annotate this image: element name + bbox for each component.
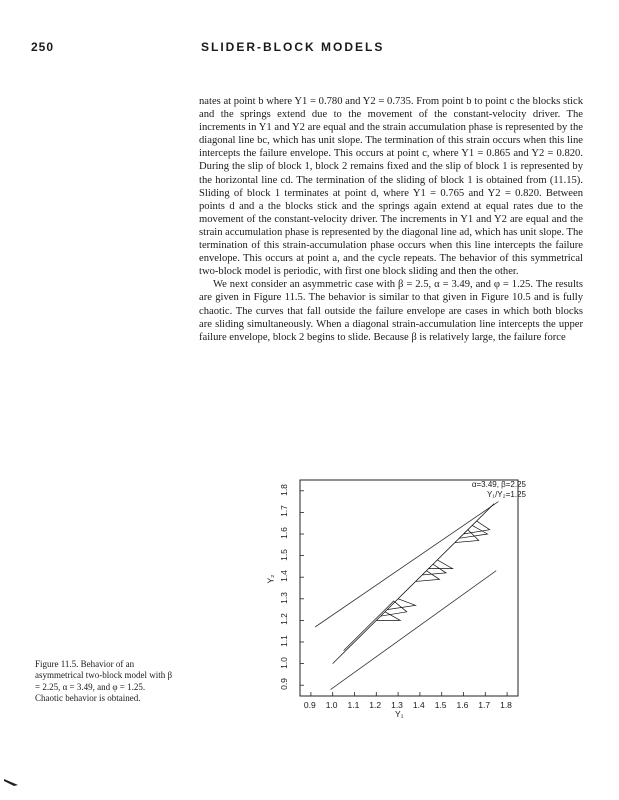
y-axis-label: Y₂ xyxy=(265,574,276,584)
x-tick-label-2: 1.1 xyxy=(347,700,360,710)
y-tick-label-6: 1.5 xyxy=(278,548,289,561)
x-tick-label-6: 1.5 xyxy=(434,700,447,710)
plot-legend xyxy=(472,480,526,500)
x-tick-label-5: 1.4 xyxy=(412,700,425,710)
x-tick-label-3: 1.2 xyxy=(369,700,382,710)
y-tick-label-1: 1.0 xyxy=(278,656,289,669)
y-tick-label-5: 1.4 xyxy=(278,570,289,583)
y-tick-label-3: 1.2 xyxy=(278,613,289,626)
running-head: SLIDER-BLOCK MODELS xyxy=(201,40,385,54)
figure-11-5 xyxy=(262,462,592,724)
y-tick-label-8: 1.7 xyxy=(278,505,289,518)
body-text xyxy=(199,95,583,344)
lower-envelope-line xyxy=(331,571,497,690)
scan-artifact xyxy=(4,778,18,786)
trajectory-line xyxy=(333,504,494,664)
x-axis-label: Y₁ xyxy=(395,709,404,719)
y-tick-label-9: 1.8 xyxy=(278,483,289,496)
x-tick-label-1: 1.0 xyxy=(325,700,338,710)
paragraph-2: We next consider an asymmetric case with β = 2.5, α = 3.49, and φ = 1.25. The results are given in Figure 11.5. The behavior is similar to that given in Figure 10.5 and is fully chaotic. The curves that fall outside the failure envelope are cases in which both blocks are sliding simultaneously. When a diagonal strain-accumulation line intercepts the upper failure envelope, block 2 begins to slide. Because β is relatively large, the failure force xyxy=(199,279,583,343)
y-tick-label-4: 1.3 xyxy=(278,591,289,604)
figure-caption: Figure 11.5. Behavior of an asymmetrical two-block model with β = 2.25, α = 3.49, and φ = 1.25. Chaotic behavior is obtained. xyxy=(35,659,173,704)
page-header xyxy=(31,40,601,56)
x-tick-label-9: 1.8 xyxy=(500,700,512,710)
upper-envelope-line xyxy=(315,502,498,627)
phase-plot xyxy=(262,462,592,724)
x-tick-label-7: 1.6 xyxy=(456,700,469,710)
page-number: 250 xyxy=(31,40,55,54)
x-tick-label-8: 1.7 xyxy=(478,700,491,710)
paragraph-1: nates at point b where Y1 = 0.780 and Y2 = 0.735. From point b to point c the blocks stick and the springs extend due to the movement of the constant-velocity driver. The increments in Y1 and Y2 are equal and the strain accumulation phase is represented by the diagonal line bc, which has unit slope. The termination of this strain occurs when this line intercepts the failure envelope. This occurs at point c, where Y1 = 0.865 and Y2 = 0.820. During the slip of block 1, block 2 remains fixed and the slip of block 1 is represented by the horizontal line cd. The termination of the sliding of block 1 is obtained from (11.15). Sliding of block 1 terminates at point d, where Y1 = 0.765 and Y2 = 0.820. Between points d and a the blocks stick and the springs again extend at equal rates due to the movement of the constant-velocity driver. The increments in Y1 and Y2 are equal and the strain accumulation phase is represented by the diagonal line ad, which has unit slope. The termination of this strain-accumulation phase occurs when this line intercepts the failure envelope. This occurs at point a, and the cycle repeats. The behavior of this symmetrical two-block model is periodic, with first one block sliding and then the other. xyxy=(199,96,584,278)
legend-line-1: α=3.49, β=2.25 xyxy=(471,480,526,489)
x-tick-label-4: 1.3 xyxy=(391,700,403,710)
legend-line-2: Y₁/Y₂=1.25 xyxy=(487,490,526,499)
y-tick-label-7: 1.6 xyxy=(278,527,289,539)
x-tick-label-0: 0.9 xyxy=(303,700,316,710)
y-tick-label-0: 0.9 xyxy=(278,678,289,691)
y-tick-label-2: 1.1 xyxy=(278,635,289,647)
